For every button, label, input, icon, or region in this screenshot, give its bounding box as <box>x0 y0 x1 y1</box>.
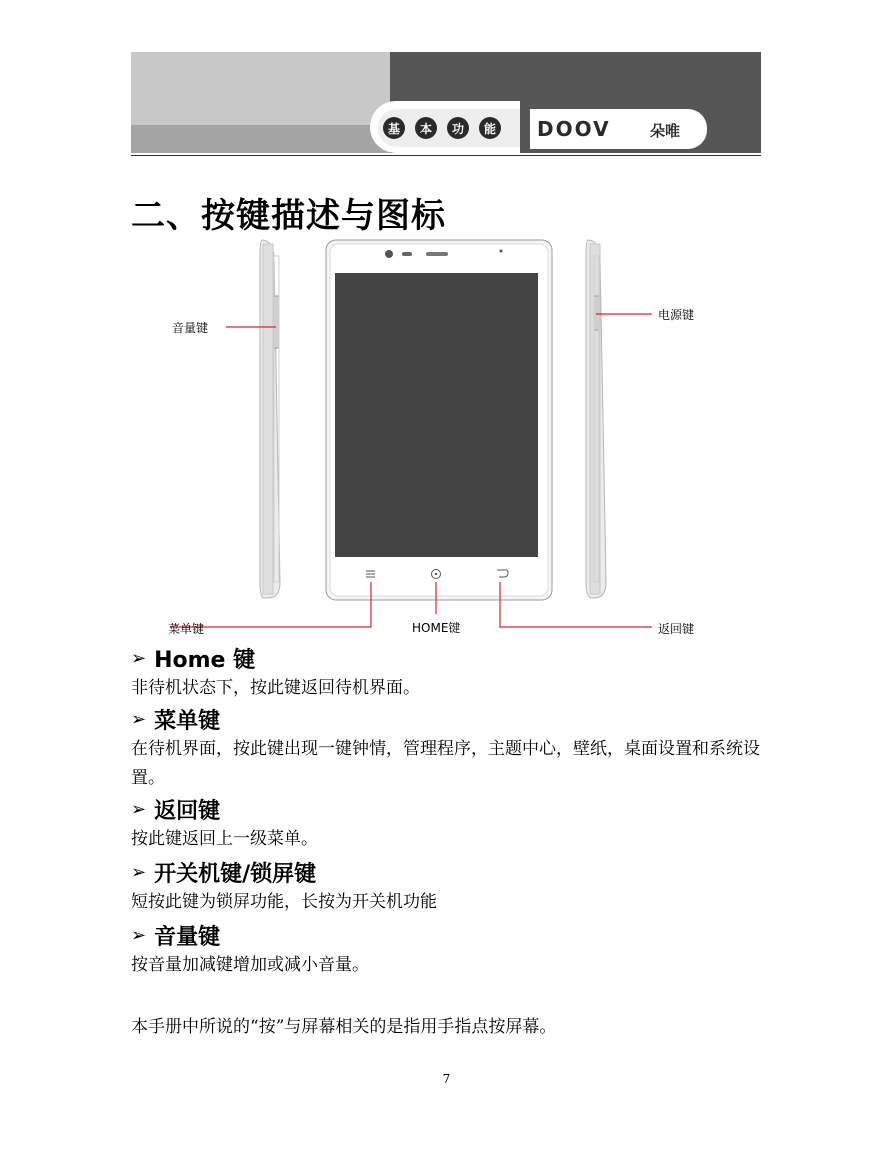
page-title: 二、按键描述与图标 <box>131 196 446 236</box>
phone-left-side-view <box>260 240 280 598</box>
device-figure <box>160 236 720 641</box>
volume-key-label: 音量键 <box>172 321 209 335</box>
device-illustration <box>160 236 720 641</box>
section-body-power: 短按此键为锁屏功能，长按为开关机功能 <box>131 892 437 912</box>
section-tag: 本 <box>415 117 437 139</box>
section-title-text: 菜单键 <box>154 709 221 734</box>
header-rule <box>131 155 761 156</box>
section-title-menu <box>131 704 220 735</box>
bullet-arrow-icon: ➢ <box>131 709 147 730</box>
section-body-menu: 在待机界面，按此键出现一键钟情，管理程序，主题中心，壁纸，桌面设置和系统设置。 <box>131 739 760 788</box>
brand-logo-cn: 朵唯 <box>650 122 681 140</box>
section-title-home <box>131 643 255 674</box>
bullet-arrow-icon: ➢ <box>131 648 147 669</box>
section-title-text: 音量键 <box>154 925 221 950</box>
section-body-back: 按此键返回上一级菜单。 <box>131 829 318 849</box>
page-number: 7 <box>442 1072 451 1086</box>
banner-band-mid <box>131 125 390 153</box>
bullet-arrow-icon: ➢ <box>131 862 147 883</box>
menu-key-label: 菜单键 <box>168 622 205 636</box>
phone-right-side-view <box>586 240 606 598</box>
section-title-volume <box>131 920 220 951</box>
bullet-arrow-icon: ➢ <box>131 799 147 820</box>
power-key-label: 电源键 <box>658 308 695 322</box>
home-key-label: HOME键 <box>412 621 461 635</box>
section-title-text: 开关机键/锁屏键 <box>154 862 317 887</box>
section-title-text: 返回键 <box>154 799 221 824</box>
bullet-arrow-icon: ➢ <box>131 925 147 946</box>
page-header-banner <box>131 52 761 157</box>
section-title-power <box>131 857 316 888</box>
section-title-text: Home 键 <box>154 648 256 673</box>
section-tag: 基 <box>383 117 405 139</box>
section-body-volume: 按音量加减键增加或减小音量。 <box>131 955 369 975</box>
brand-logo-latin: DOOV <box>537 117 611 141</box>
banner-band-light <box>131 52 390 125</box>
section-tag-row <box>383 117 501 139</box>
section-title-back <box>131 794 220 825</box>
back-key-label: 返回键 <box>658 622 695 636</box>
section-body-home: 非待机状态下，按此键返回待机界面。 <box>131 678 420 698</box>
section-tag: 功 <box>447 117 469 139</box>
phone-front-view <box>326 240 552 600</box>
section-tag: 能 <box>479 117 501 139</box>
usage-note: 本手册中所说的“按”与屏幕相关的是指用手指点按屏幕。 <box>131 1017 557 1037</box>
